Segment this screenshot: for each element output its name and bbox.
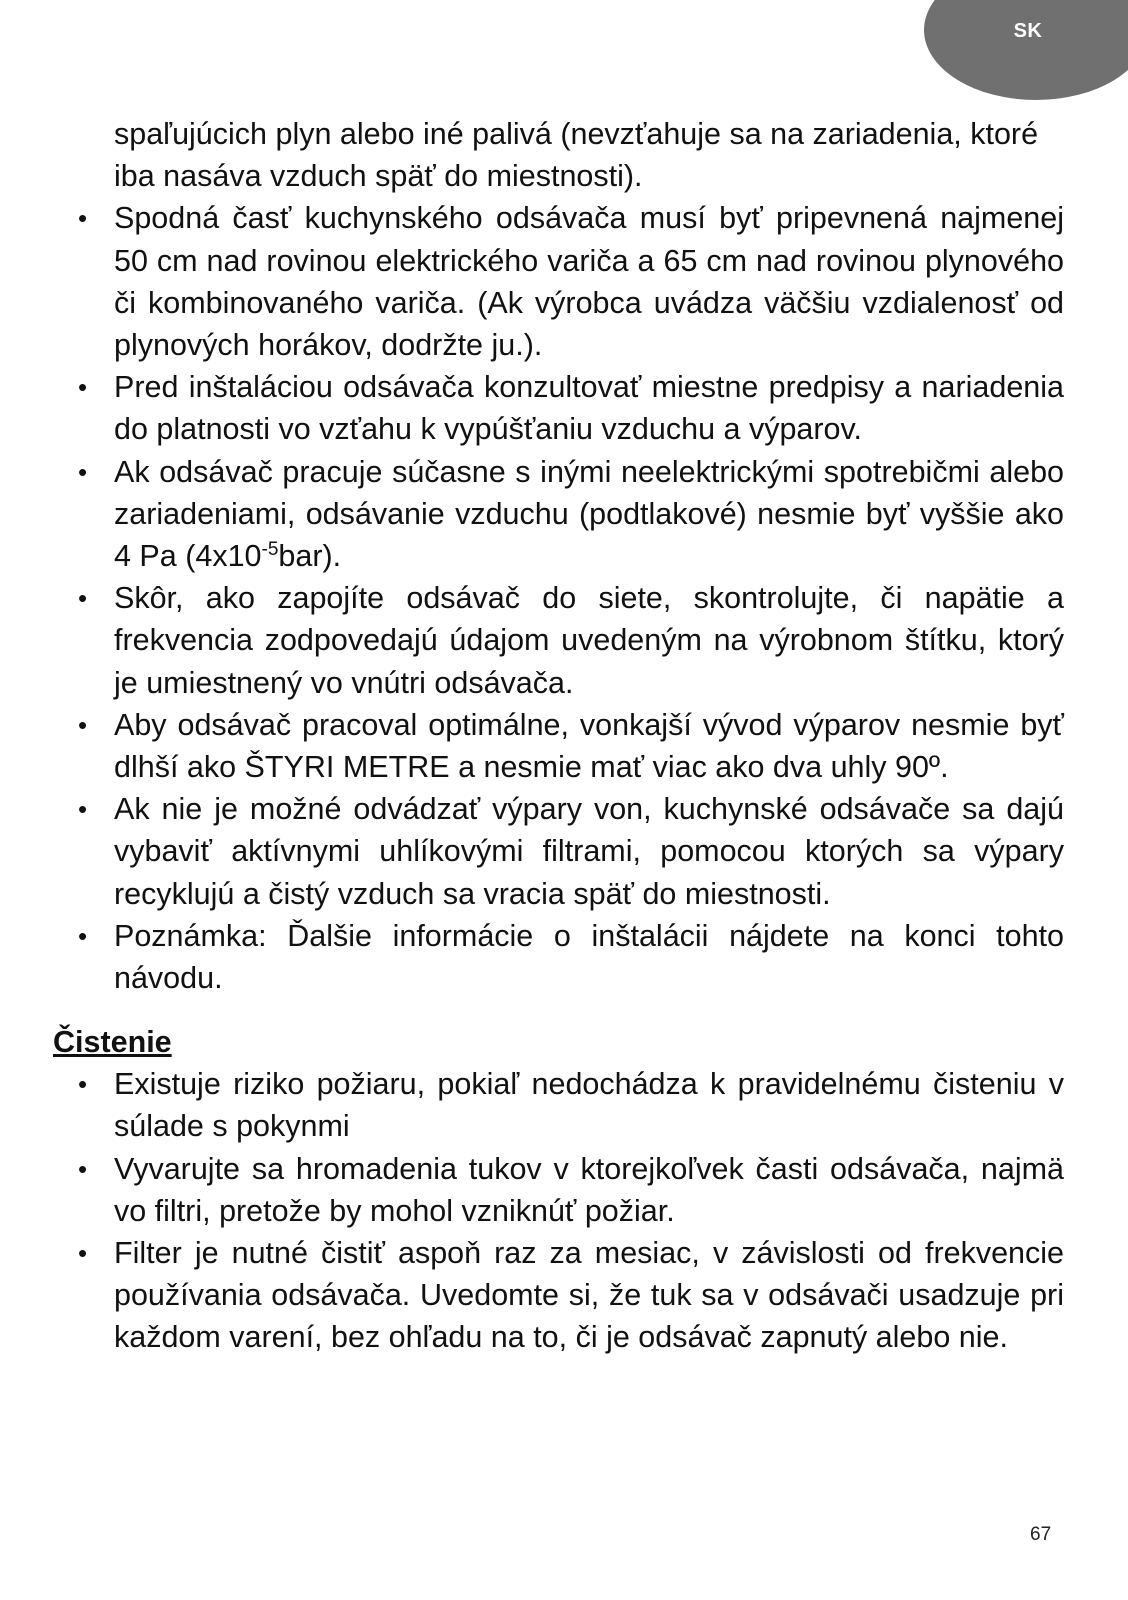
list-item-text: Existuje riziko požiaru, pokiaľ nedochádza k pravidelnému čisteniu v súlade s pokynmi xyxy=(114,1067,1064,1144)
bullet-icon: • xyxy=(78,920,88,951)
bullet-icon: • xyxy=(78,1069,88,1100)
language-tab xyxy=(924,0,1128,100)
list-item xyxy=(78,366,1064,450)
bullet-icon: • xyxy=(78,583,88,614)
bullet-icon: • xyxy=(78,794,88,825)
bullet-icon: • xyxy=(78,1153,88,1184)
list-item-text: Poznámka: Ďalšie informácie o inštalácii nájdete na konci tohto návodu. xyxy=(114,918,1064,996)
list-item xyxy=(78,451,1064,578)
bullet-icon: • xyxy=(78,709,88,740)
list-item xyxy=(78,577,1064,704)
language-tag: SK xyxy=(1013,20,1043,42)
bullet-icon: • xyxy=(78,456,88,487)
bullet-icon: • xyxy=(78,1238,88,1269)
list-item xyxy=(78,915,1064,999)
list-item xyxy=(78,1148,1064,1232)
list-item-text: Pred inštaláciou odsávača konzultovať miestne predpisy a nariadenia do platnosti vo vzťahu k vypúšťaniu vzduchu a výparov. xyxy=(114,370,1064,447)
list-item-text: Filter je nutné čistiť aspoň raz za mesiac, v závislosti od frekvencie používania odsávača. Uvedomte si, že tuk sa v odsávači usadzuje pri každom varení, bez ohľadu na to, či je odsávač zapnutý alebo nie. xyxy=(114,1236,1064,1355)
intro-continuation: spaľujúcich plyn alebo iné palivá (nevzťahuje sa na zariadenia, ktoré iba nasáva vzduch späť do miestnosti). xyxy=(114,117,1039,194)
cleaning-list xyxy=(0,1063,1128,1358)
list-item-text: Ak nie je možné odvádzať výpary von, kuchynské odsávače sa dajú vybaviť aktívnymi uhlíkovými filtrami, pomocou ktorých sa výpary recyklujú a čistý vzduch sa vracia späť do miestnosti. xyxy=(114,792,1064,911)
page-content xyxy=(0,113,1128,1359)
list-item-text: Aby odsávač pracoval optimálne, vonkajší vývod výparov nesmie byť dlhší ako ŠTYRI METRE a nesmie mať viac ako dva uhly 90º. xyxy=(114,707,1064,785)
list-item-text: Skôr, ako zapojíte odsávač do siete, skontrolujte, či napätie a frekvencia zodpovedajú údajom uvedeným na výrobnom štítku, ktorý je umiestnený vo vnútri odsávača. xyxy=(114,581,1064,700)
list-item-text: Vyvarujte sa hromadenia tukov v ktorejkoľvek časti odsávača, najmä vo filtri, pretože by mohol vzniknúť požiar. xyxy=(114,1151,1064,1228)
list-item xyxy=(78,1232,1064,1359)
list-item xyxy=(78,788,1064,915)
installation-list xyxy=(0,197,1128,999)
list-item xyxy=(78,197,1064,366)
pressure-suffix: bar). xyxy=(278,539,342,574)
list-item-text: Spodná časť kuchynského odsávača musí byť pripevnená najmenej 50 cm nad rovinou elektrického variča a 65 cm nad rovinou plynového či kombinovaného variča. (Ak výrobca uvádza väčšiu vzdialenosť od plynových horákov, dodržte ju.). xyxy=(114,201,1064,363)
bullet-icon: • xyxy=(78,203,88,234)
bullet-icon: • xyxy=(78,372,88,403)
list-item xyxy=(78,1063,1064,1147)
list-item-text: Ak odsávač pracuje súčasne s inými neelektrickými spotrebičmi alebo zariadeniami, odsávanie vzduchu (podtlakové) nesmie byť vyššie ako 4 Pa (4x10 xyxy=(114,454,1064,574)
list-item xyxy=(78,704,1064,788)
section-heading-cleaning: Čistenie xyxy=(53,1025,172,1060)
pressure-exponent: -5 xyxy=(261,538,279,560)
page-number: 67 xyxy=(1030,1524,1052,1545)
